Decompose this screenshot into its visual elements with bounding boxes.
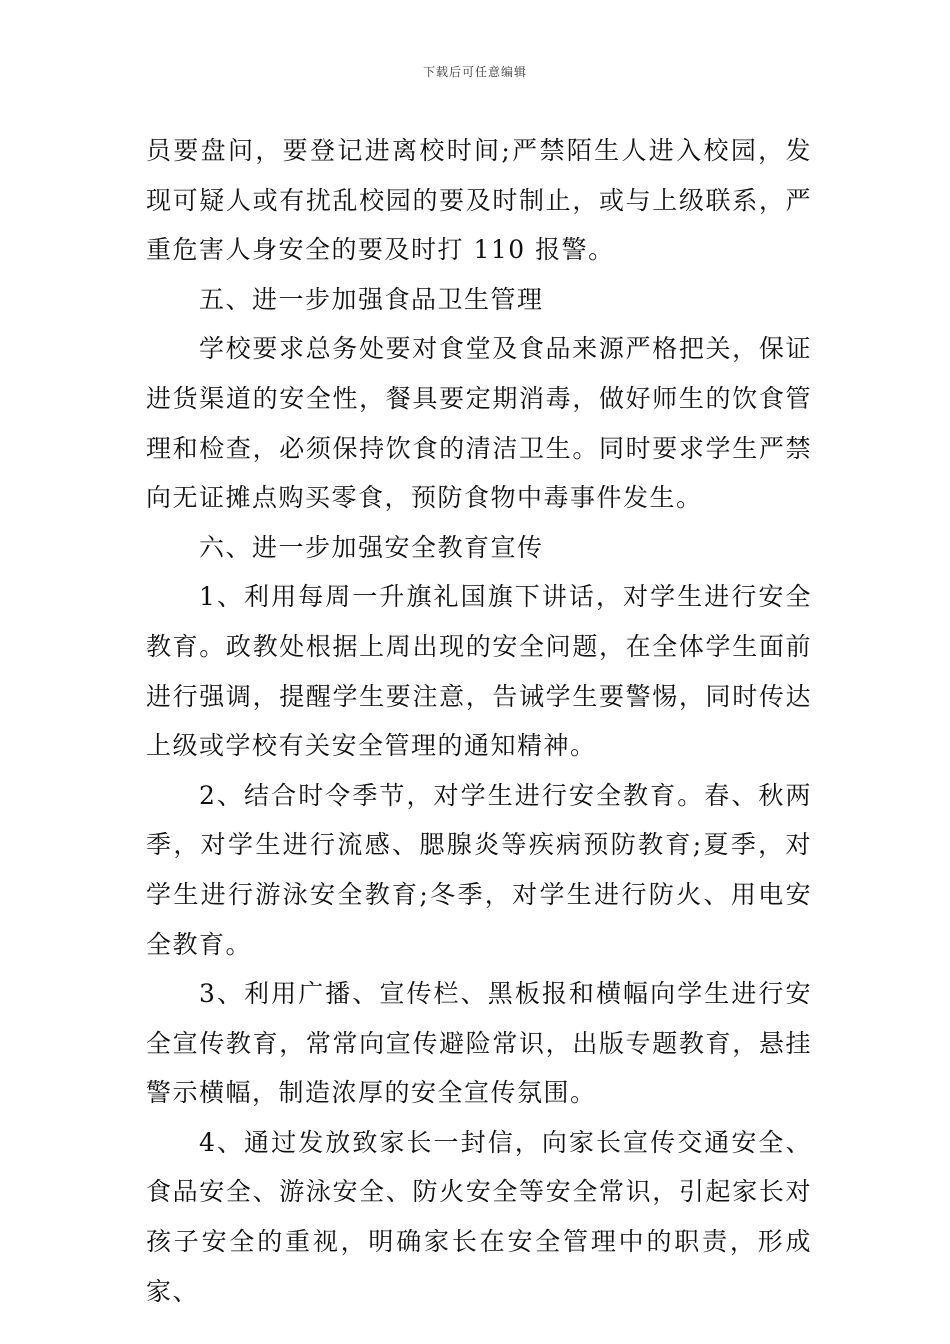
paragraph-continuation: 员要盘问，要登记进离校时间;严禁陌生人进入校园，发现可疑人或有扰乱校园的要及时制止，或与上级联系，严重危害人身安全的要及时打 110 报警。 <box>146 136 812 265</box>
page-header: 下载后可任意编辑 <box>422 65 527 79</box>
paragraph-item-4: 4、通过发放致家长一封信，向家长宣传交通安全、食品安全、游泳安全、防火安全等安全常识，引起家长对孩子安全的重视，明确家长在安全管理中的职责，形成家、 <box>146 1127 812 1306</box>
document-body <box>146 126 812 1316</box>
paragraph-item-1: 1、利用每周一升旗礼国旗下讲话，对学生进行安全教育。政教处根据上周出现的安全问题，在全体学生面前进行强调，提醒学生要注意，告诫学生要警惕，同时传达上级或学校有关安全管理的通知精神。 <box>146 582 812 761</box>
paragraph-item-3: 3、利用广播、宣传栏、黑板报和横幅向学生进行安全宣传教育，常常向宣传避险常识，出版专题教育，悬挂警示横幅，制造浓厚的安全宣传氛围。 <box>146 979 812 1108</box>
section-heading-food-hygiene: 五、进一步加强食品卫生管理 <box>199 284 544 314</box>
section-heading-safety-education: 六、进一步加强安全教育宣传 <box>199 532 544 562</box>
paragraph-food-hygiene: 学校要求总务处要对食堂及食品来源严格把关，保证进货渠道的安全性，餐具要定期消毒，做好师生的饮食管理和检查，必须保持饮食的清洁卫生。同时要求学生严禁向无证摊点购买零食，预防食物中毒事件发生。 <box>146 334 812 513</box>
paragraph-item-2: 2、结合时令季节，对学生进行安全教育。春、秋两季，对学生进行流感、腮腺炎等疾病预防教育;夏季，对学生进行游泳安全教育;冬季，对学生进行防火、用电安全教育。 <box>146 780 812 959</box>
